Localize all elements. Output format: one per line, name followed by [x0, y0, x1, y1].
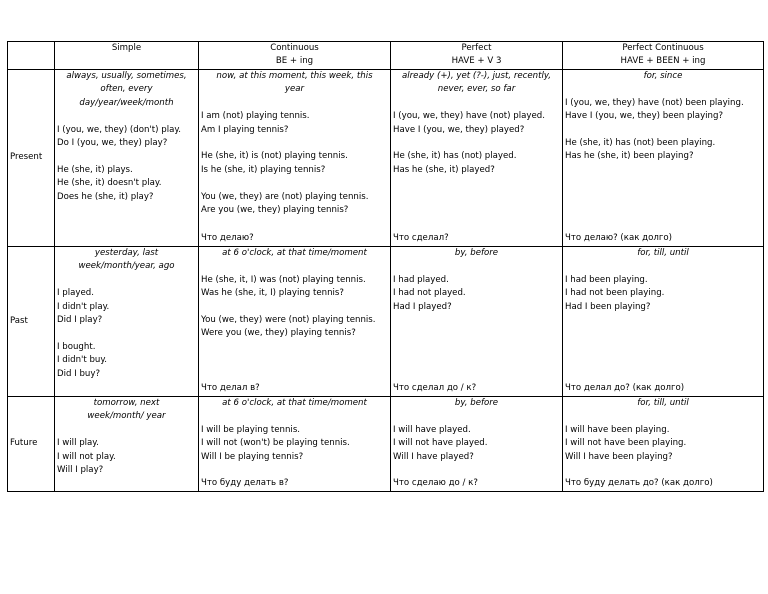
spacer [393, 97, 560, 110]
spacer [201, 301, 388, 314]
time-marker: always, usually, sometimes, [66, 71, 187, 81]
row-past [8, 247, 764, 397]
header-formula: HAVE + BEEN + ing [620, 56, 706, 67]
spacer [201, 97, 388, 110]
spacer [201, 410, 388, 423]
example-sentence: I (you, we, they) have (not) played. [393, 111, 545, 122]
example-sentence: Are you (we, they) playing tennis? [201, 205, 349, 216]
header-title: Continuous [270, 43, 319, 53]
time-marker: week/month/ year [87, 411, 166, 422]
spacer [565, 260, 761, 273]
header-title: Perfect [461, 43, 492, 53]
example-sentence: Has he (she, it) been playing? [565, 151, 694, 162]
time-marker: for, till, until [637, 398, 689, 408]
cell-future-perfect-continuous [563, 397, 764, 492]
time-marker: often, every [100, 84, 153, 95]
cell-future-simple [55, 397, 199, 492]
example-sentence: Have I (you, we, they) played? [393, 124, 525, 135]
time-marker: by, before [454, 398, 499, 408]
cell-present-perfect [391, 70, 563, 247]
example-sentence: I (you, we, they) (don't) play. [57, 124, 181, 135]
time-marker: now, at this moment, this week, this [216, 71, 373, 81]
time-marker: tomorrow, next [93, 398, 160, 408]
example-sentence: Have I (you, we, they) been playing? [565, 111, 724, 122]
example-sentence: I will be playing tennis. [201, 424, 301, 435]
cell-past-simple [55, 247, 199, 397]
cell-past-continuous [199, 247, 391, 397]
example-sentence: Does he (she, it) play? [57, 191, 154, 202]
spacer [57, 327, 196, 340]
spacer [565, 83, 761, 96]
example-sentence: He (she, it) is (not) playing tennis. [201, 151, 348, 162]
tenses-table [7, 41, 764, 492]
example-sentence: I had played. [393, 274, 449, 285]
spacer [57, 274, 196, 287]
example-sentence: You (we, they) were (not) playing tennis. [201, 315, 376, 325]
example-sentence: I will not have been playing. [565, 438, 687, 449]
spacer [57, 424, 196, 437]
time-marker: at 6 o'clock, at that time/moment [222, 398, 367, 408]
time-marker: by, before [454, 248, 499, 258]
header-empty-cell [8, 42, 55, 70]
time-marker: for, since [643, 71, 683, 81]
russian-question: Что сделал? [393, 232, 449, 243]
russian-question: Что буду делать до? (как долго) [565, 477, 713, 488]
header-title: Simple [111, 43, 142, 53]
time-marker: for, till, until [637, 248, 689, 258]
spacer [201, 137, 388, 150]
russian-question: Что делаю? [201, 232, 254, 243]
row-future [8, 397, 764, 492]
russian-question: Что делал до? (как долго) [565, 382, 685, 393]
example-sentence: You (we, they) are (not) playing tennis. [201, 191, 369, 202]
example-sentence: Did I play? [57, 315, 103, 326]
row-label: Future [8, 397, 55, 492]
example-sentence: Will I have been playing? [565, 451, 673, 462]
time-marker: day/year/week/month [79, 97, 174, 108]
spacer [565, 124, 761, 137]
example-sentence: Will I play? [57, 465, 104, 476]
time-marker: already (+), yet (?-), just, recently, [401, 71, 552, 81]
spacer [57, 110, 196, 123]
example-sentence: Had I played? [393, 301, 452, 312]
example-sentence: I (you, we, they) have (not) been playing. [565, 97, 744, 108]
time-marker: yesterday, last [94, 248, 159, 258]
spacer [393, 137, 560, 150]
header-formula: HAVE + V 3 [451, 56, 502, 67]
time-marker: week/month/year, ago [78, 261, 175, 272]
russian-question: Что делал в? [201, 382, 260, 393]
cell-past-perfect [391, 247, 563, 397]
header-continuous [199, 42, 391, 70]
example-sentence: I had been playing. [565, 274, 648, 285]
cell-past-perfect-continuous [563, 247, 764, 397]
russian-question: Что делаю? (как долго) [565, 232, 672, 243]
time-marker: never, ever, so far [437, 84, 516, 95]
example-sentence: Am I playing tennis? [201, 124, 289, 135]
header-perfect-continuous [563, 42, 764, 70]
example-sentence: Had I been playing? [565, 301, 651, 312]
example-sentence: I will not play. [57, 451, 116, 462]
russian-question: Что сделал до / к? [393, 382, 477, 393]
example-sentence: I bought. [57, 341, 96, 352]
example-sentence: I played. [57, 288, 94, 299]
header-row [8, 42, 764, 70]
example-sentence: Will I have played? [393, 451, 474, 462]
example-sentence: Were you (we, they) playing tennis? [201, 328, 356, 339]
example-sentence: Did I buy? [57, 368, 101, 379]
time-marker: at 6 o'clock, at that time/moment [222, 248, 367, 258]
spacer [565, 410, 761, 423]
cell-present-perfect-continuous [563, 70, 764, 247]
example-sentence: I will play. [57, 438, 99, 449]
example-sentence: Is he (she, it) playing tennis? [201, 164, 326, 175]
russian-question: Что сделаю до / к? [393, 477, 478, 488]
example-sentence: I will have been playing. [565, 424, 670, 435]
row-label: Past [8, 247, 55, 397]
example-sentence: He (she, it) plays. [57, 164, 133, 175]
example-sentence: I didn't play. [57, 301, 110, 312]
spacer [201, 177, 388, 190]
example-sentence: He (she, it, I) was (not) playing tennis. [201, 274, 366, 285]
example-sentence: Do I (you, we, they) play? [57, 138, 168, 149]
russian-question: Что буду делать в? [201, 477, 289, 488]
row-label: Present [8, 70, 55, 247]
example-sentence: I will not have played. [393, 438, 488, 449]
cell-future-perfect [391, 397, 563, 492]
spacer [393, 410, 560, 423]
example-sentence: He (she, it) has (not) played. [393, 151, 517, 162]
spacer [201, 260, 388, 273]
example-sentence: I had not played. [393, 288, 466, 299]
example-sentence: I will have played. [393, 424, 471, 435]
example-sentence: Will I be playing tennis? [201, 451, 304, 462]
header-title: Perfect Continuous [622, 43, 704, 53]
example-sentence: I didn't buy. [57, 355, 107, 366]
example-sentence: Was he (she, it, I) playing tennis? [201, 288, 344, 299]
example-sentence: I had not been playing. [565, 288, 665, 299]
time-marker: year [284, 84, 305, 95]
cell-present-continuous [199, 70, 391, 247]
header-perfect [391, 42, 563, 70]
header-formula: BE + ing [275, 56, 314, 67]
cell-present-simple [55, 70, 199, 247]
example-sentence: He (she, it) doesn't play. [57, 178, 162, 189]
example-sentence: Has he (she, it) played? [393, 164, 495, 175]
example-sentence: He (she, it) has (not) been playing. [565, 138, 716, 148]
example-sentence: I am (not) playing tennis. [201, 111, 310, 122]
spacer [57, 150, 196, 163]
row-present [8, 70, 764, 247]
spacer [393, 260, 560, 273]
header-simple [55, 42, 199, 70]
cell-future-continuous [199, 397, 391, 492]
example-sentence: I will not (won't) be playing tennis. [201, 438, 350, 449]
